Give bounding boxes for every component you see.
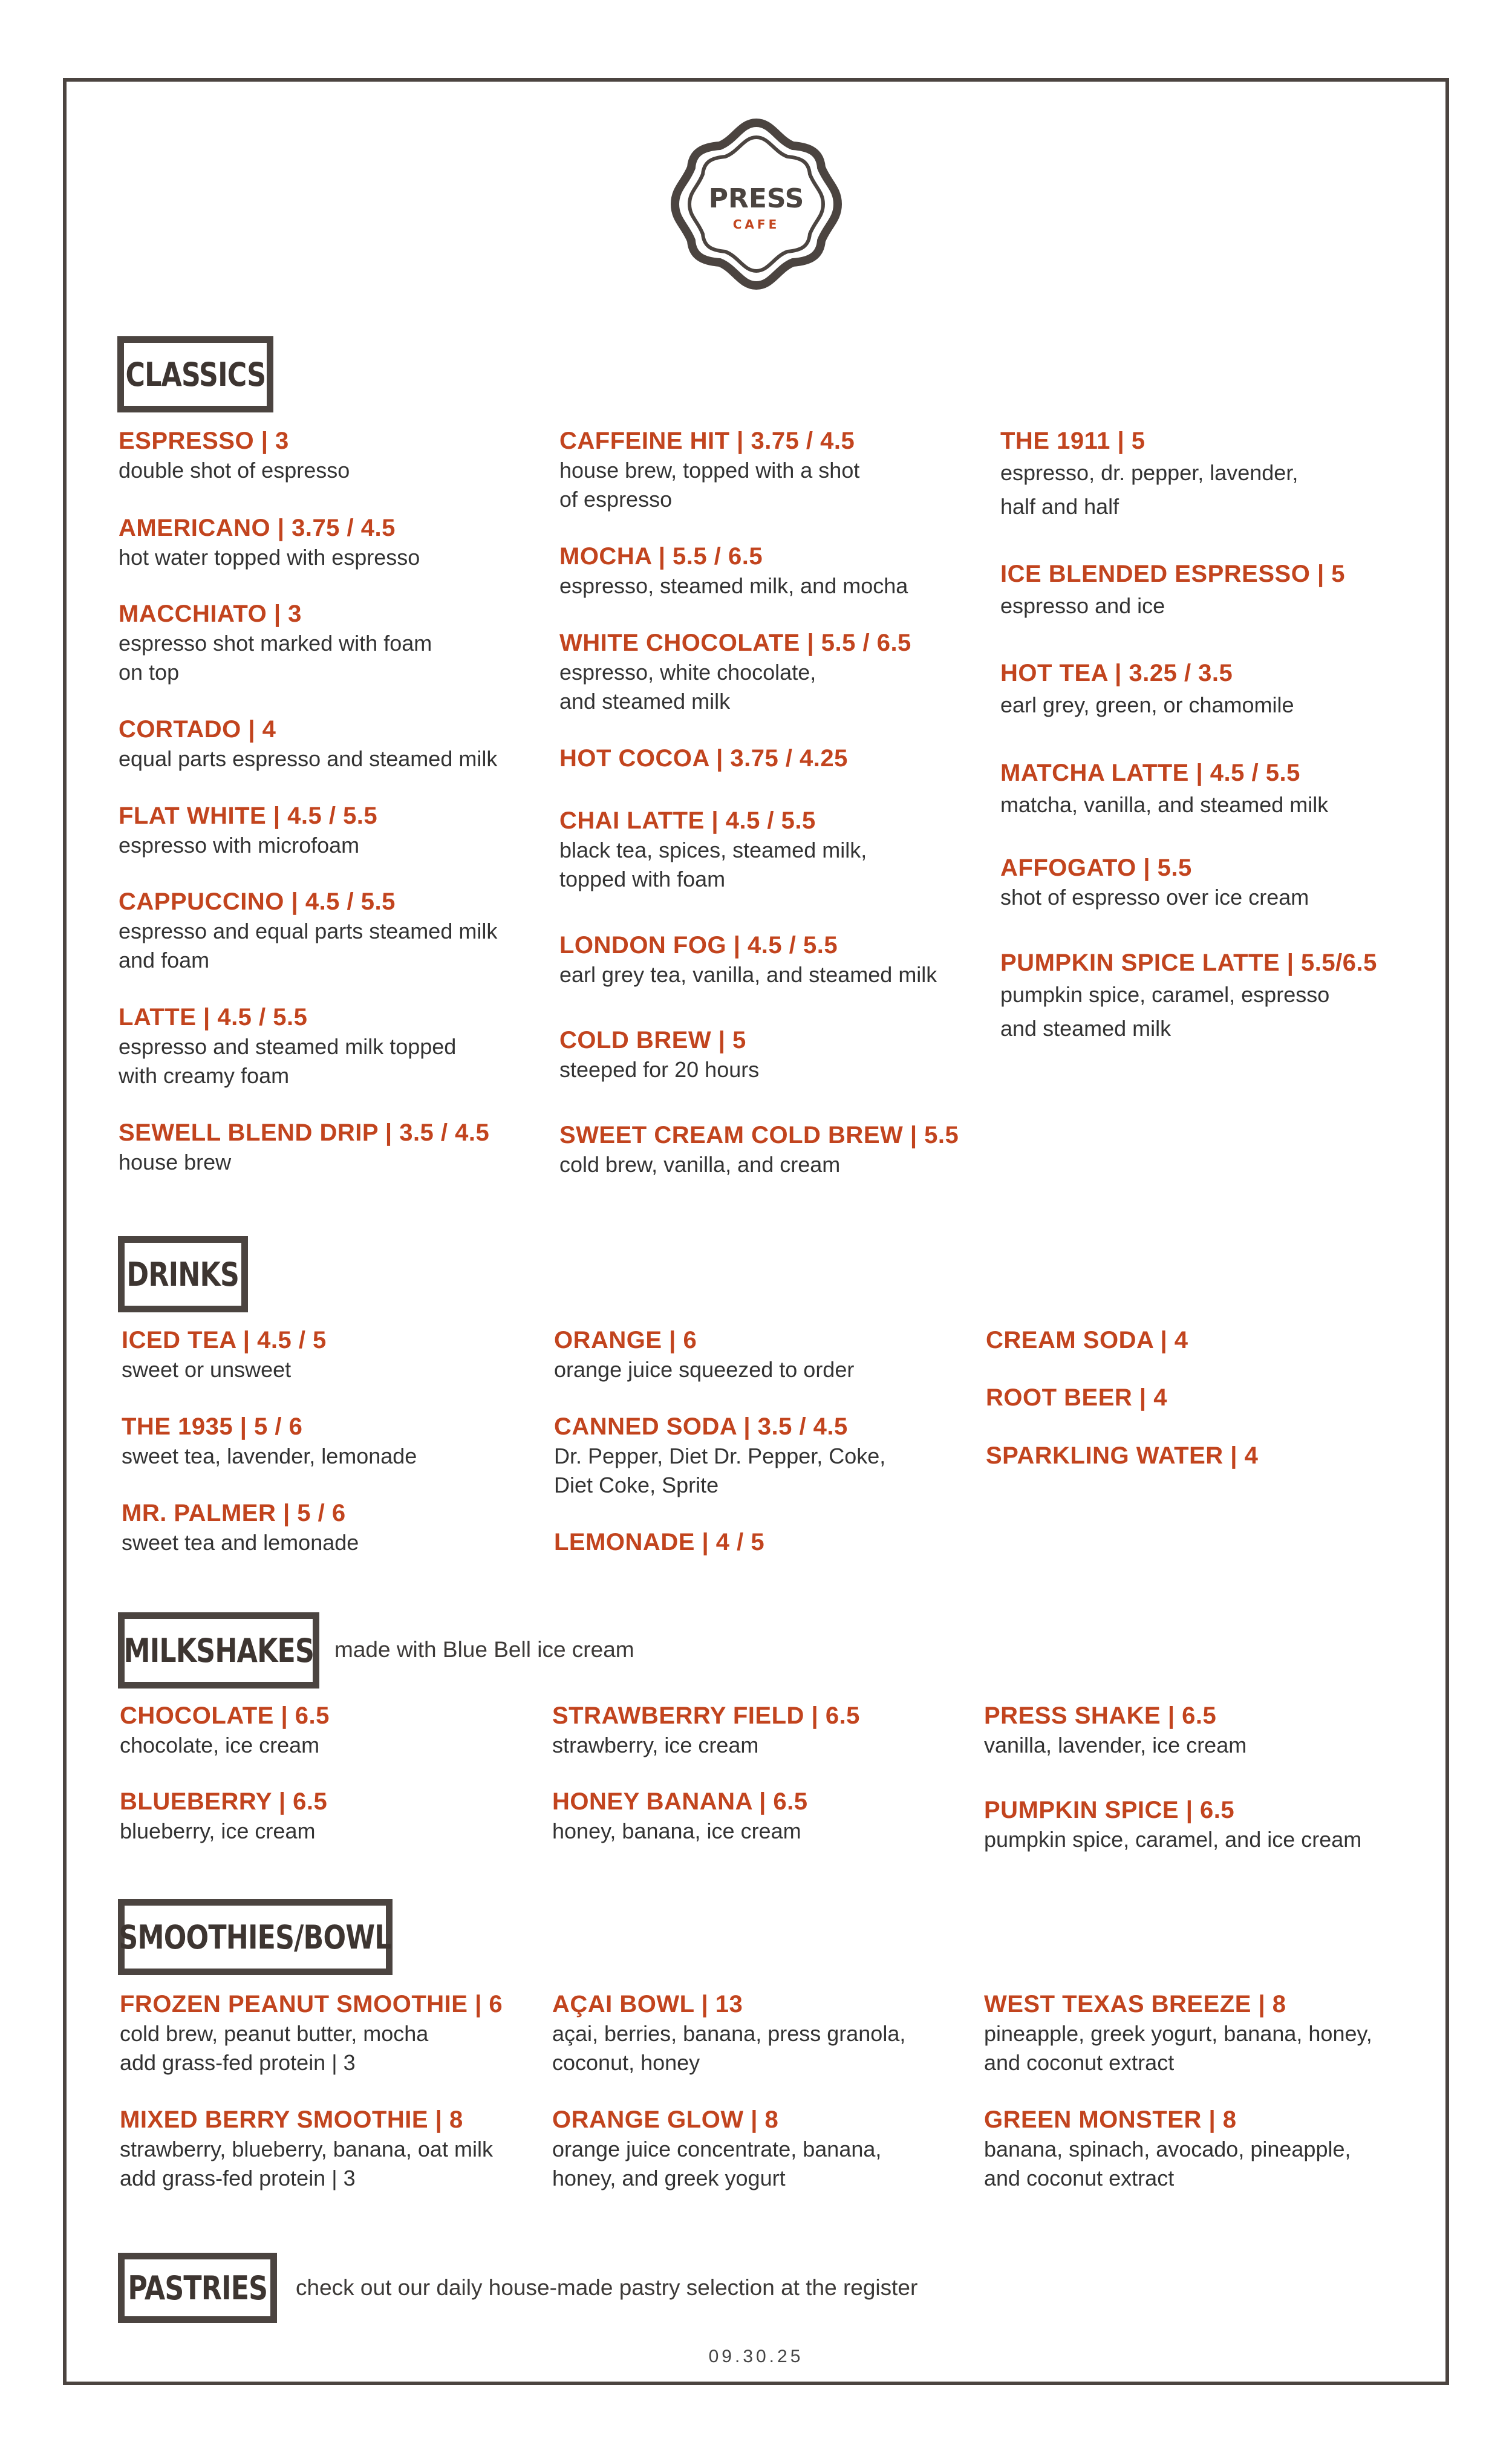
menu-item: MACCHIATO | 3 espresso shot marked with foam on top bbox=[119, 601, 432, 685]
menu-item: HOT TEA | 3.25 / 3.5 earl grey, green, or chamomile bbox=[1000, 660, 1294, 717]
menu-item: HOT COCOA | 3.75 / 4.25 bbox=[559, 745, 848, 772]
menu-item: THE 1911 | 5 espresso, dr. pepper, lavender, half and half bbox=[1000, 428, 1299, 519]
menu-item: CAPPUCCINO | 4.5 / 5.5 espresso and equal parts steamed milk and foam bbox=[119, 888, 498, 972]
menu-item: CORTADO | 4 equal parts espresso and steamed milk bbox=[119, 716, 498, 771]
section-title-drinks: DRINKS bbox=[118, 1236, 248, 1312]
press-cafe-logo bbox=[669, 117, 844, 291]
menu-item: LATTE | 4.5 / 5.5 espresso and steamed milk topped with creamy foam bbox=[119, 1004, 457, 1088]
menu-item: AFFOGATO | 5.5 shot of espresso over ice cream bbox=[1000, 855, 1309, 910]
menu-item: THE 1935 | 5 / 6 sweet tea, lavender, lemonade bbox=[122, 1413, 417, 1468]
menu-item: ICE BLENDED ESPRESSO | 5 espresso and ice bbox=[1000, 561, 1345, 618]
menu-item: PUMPKIN SPICE | 6.5 pumpkin spice, caramel, and ice cream bbox=[984, 1797, 1362, 1852]
menu-item: FLAT WHITE | 4.5 / 5.5 espresso with microfoam bbox=[119, 803, 378, 858]
menu-item: SPARKLING WATER | 4 bbox=[986, 1442, 1259, 1469]
menu-item: AMERICANO | 3.75 / 4.5 hot water topped with espresso bbox=[119, 515, 420, 570]
menu-item: MR. PALMER | 5 / 6 sweet tea and lemonade bbox=[122, 1500, 359, 1555]
menu-item: STRAWBERRY FIELD | 6.5 strawberry, ice cream bbox=[552, 1702, 860, 1757]
menu-item: MOCHA | 5.5 / 6.5 espresso, steamed milk, and mocha bbox=[559, 543, 908, 598]
menu-item: CHAI LATTE | 4.5 / 5.5 black tea, spices, steamed milk, topped with foam bbox=[559, 807, 867, 891]
milkshakes-note: made with Blue Bell ice cream bbox=[334, 1637, 634, 1662]
menu-item: CREAM SODA | 4 bbox=[986, 1327, 1188, 1353]
menu-item: LONDON FOG | 4.5 / 5.5 earl grey tea, vanilla, and steamed milk bbox=[559, 932, 937, 987]
menu-item: ICED TEA | 4.5 / 5 sweet or unsweet bbox=[122, 1327, 327, 1382]
section-title-milkshakes: MILKSHAKES bbox=[118, 1612, 319, 1689]
menu-item: CANNED SODA | 3.5 / 4.5 Dr. Pepper, Diet Dr. Pepper, Coke, Diet Coke, Sprite bbox=[554, 1413, 886, 1497]
menu-item: ESPRESSO | 3 double shot of espresso bbox=[119, 428, 350, 483]
menu-item: ORANGE GLOW | 8 orange juice concentrate, banana, honey, and greek yogurt bbox=[552, 2106, 882, 2190]
menu-item: COLD BREW | 5 steeped for 20 hours bbox=[559, 1027, 760, 1082]
pastries-note: check out our daily house-made pastry selection at the register bbox=[296, 2275, 918, 2300]
menu-item: BLUEBERRY | 6.5 blueberry, ice cream bbox=[120, 1788, 328, 1843]
menu-item: WHITE CHOCOLATE | 5.5 / 6.5 espresso, white chocolate, and steamed milk bbox=[559, 630, 911, 714]
menu-item: CHOCOLATE | 6.5 chocolate, ice cream bbox=[120, 1702, 330, 1757]
section-title-classics: CLASSICS bbox=[117, 336, 273, 412]
menu-item: SWEET CREAM COLD BREW | 5.5 cold brew, vanilla, and cream bbox=[559, 1122, 959, 1177]
menu-item: MATCHA LATTE | 4.5 / 5.5 matcha, vanilla, and steamed milk bbox=[1000, 760, 1329, 817]
menu-item: FROZEN PEANUT SMOOTHIE | 6 cold brew, peanut butter, mocha add grass-fed protein | 3 bbox=[120, 1991, 503, 2075]
section-title-pastries: PASTRIES bbox=[118, 2253, 277, 2323]
menu-item: SEWELL BLEND DRIP | 3.5 / 4.5 house brew bbox=[119, 1119, 490, 1174]
menu-item: MIXED BERRY SMOOTHIE | 8 strawberry, blueberry, banana, oat milk add grass-fed protein | 3 bbox=[120, 2106, 493, 2190]
menu-item: ORANGE | 6 orange juice squeezed to order bbox=[554, 1327, 855, 1382]
menu-item: PUMPKIN SPICE LATTE | 5.5/6.5 pumpkin spice, caramel, espresso and steamed milk bbox=[1000, 949, 1377, 1041]
menu-item: AÇAI BOWL | 13 açai, berries, banana, press granola, coconut, honey bbox=[552, 1991, 906, 2075]
menu-item: HONEY BANANA | 6.5 honey, banana, ice cream bbox=[552, 1788, 808, 1843]
menu-date: 09.30.25 bbox=[708, 2346, 804, 2366]
section-title-smoothies-bowl: SMOOTHIES/BOWL bbox=[118, 1899, 393, 1975]
menu-item: ROOT BEER | 4 bbox=[986, 1384, 1167, 1411]
logo-word: PRESS bbox=[708, 183, 804, 214]
menu-item: WEST TEXAS BREEZE | 8 pineapple, greek yogurt, banana, honey, and coconut extract bbox=[984, 1991, 1372, 2075]
menu-item: PRESS SHAKE | 6.5 vanilla, lavender, ice cream bbox=[984, 1702, 1247, 1757]
logo-sub: CAFE bbox=[732, 217, 780, 232]
menu-item: GREEN MONSTER | 8 banana, spinach, avocado, pineapple, and coconut extract bbox=[984, 2106, 1351, 2190]
menu-item: LEMONADE | 4 / 5 bbox=[554, 1529, 765, 1555]
menu-item: CAFFEINE HIT | 3.75 / 4.5 house brew, topped with a shot of espresso bbox=[559, 428, 860, 512]
